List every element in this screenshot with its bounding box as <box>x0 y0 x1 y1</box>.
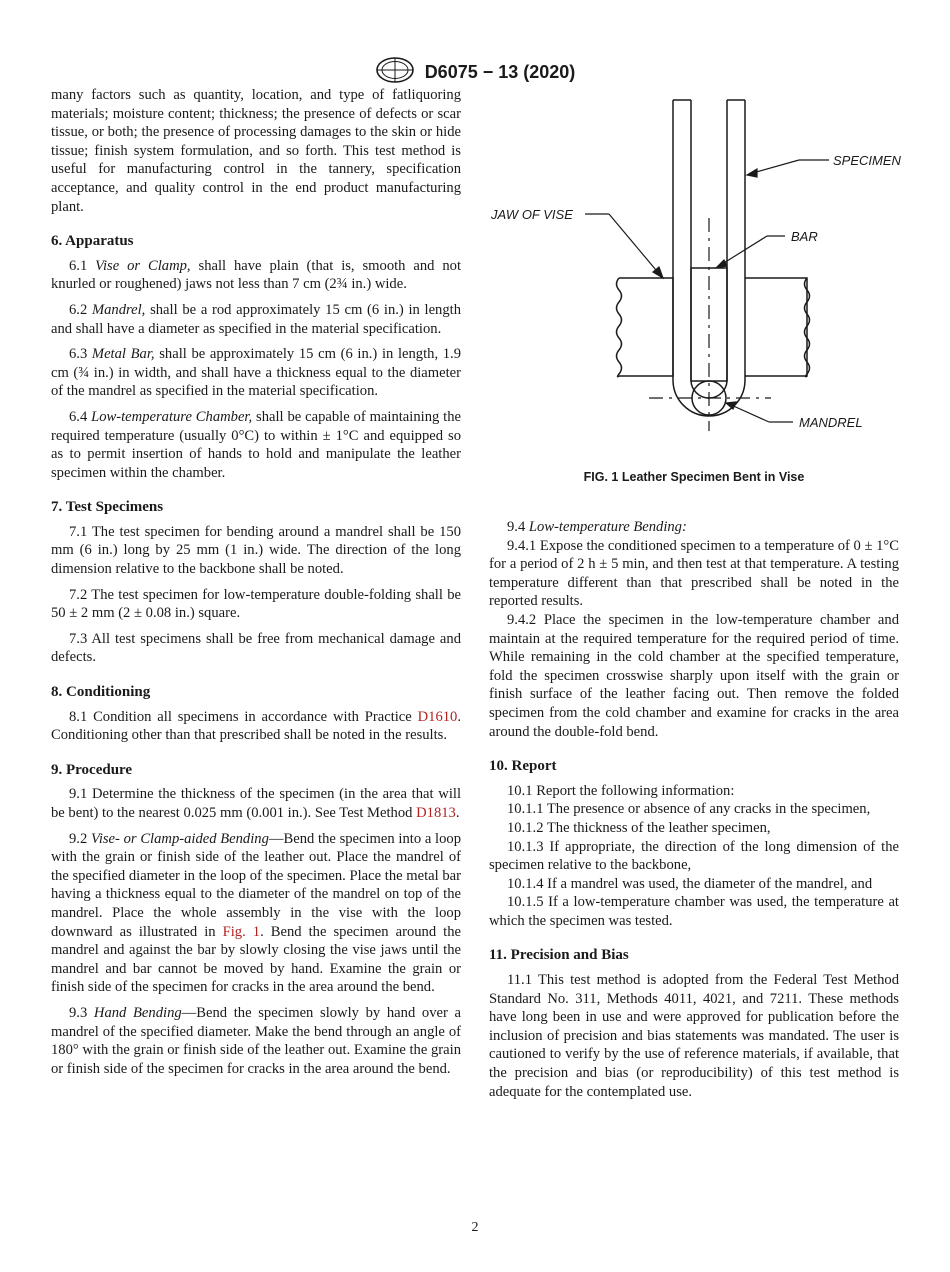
link-fig-1[interactable]: Fig. 1 <box>222 923 261 940</box>
paragraph-10-1-3: 10.1.3 If appropriate, the direction of the long dimension of the specimen relative to the backbone, <box>489 838 899 874</box>
section-11-heading: 11. Precision and Bias <box>489 947 629 964</box>
page-number: 2 <box>471 1220 479 1235</box>
label-mandrel: MANDREL <box>799 415 863 430</box>
paragraph-6-3: 6.3 Metal Bar, shall be approximately 15 cm (6 in.) in length, 1.9 cm (¾ in.) in width, and shall have a thickness equal to the diameter of the mandrel as specified in the material specification. <box>51 346 461 400</box>
vise-jaw-right <box>745 278 807 376</box>
figure-1 <box>489 86 899 518</box>
paragraph-9-4-1: 9.4.1 Expose the conditioned specimen to a temperature of 0 ± 1°C for a period of 2 h ± 5 min, and then test at that temperature. A testing temperature different than that prescribed shall be noted in the reported results. <box>489 537 899 610</box>
label-bar: BAR <box>791 229 818 244</box>
right-column <box>489 86 899 1108</box>
figure-caption: FIG. 1 Leather Specimen Bent in Vise <box>583 470 805 484</box>
paragraph-10-1: 10.1 Report the following information: <box>507 782 735 799</box>
paragraph-7-1: 7.1 The test specimen for bending around a mandrel shall be 150 mm (6 in.) long by 25 mm (1 in.) wide. The direction of the long dimension relative to the backbone shall be noted. <box>51 523 461 578</box>
section-9-heading: 9. Procedure <box>51 761 133 778</box>
section-6-heading: 6. Apparatus <box>51 233 134 250</box>
paragraph-10-1-5: 10.1.5 If a low-temperature chamber was used, the temperature at which the specimen was tested. <box>489 894 899 929</box>
paragraph-6-2: 6.2 Mandrel, shall be a rod approximately 15 cm (6 in.) in length and shall have a diameter as specified in the material specification. <box>51 301 461 337</box>
label-specimen: SPECIMEN <box>833 153 901 168</box>
paragraph-9-2: 9.2 Vise- or Clamp-aided Bending—Bend the specimen into a loop with the grain or finish side of the leather out. Place the mandrel of the specified diameter in the loop of the specimen. Place the metal bar having a thickness equal to the diameter of the mandrel on top of the mandrel. Place the whole assembly in the vise with the loop downward as illustrated in Fig. 1. Bend the specimen around the mandrel and against the bar by slowly closing the vise jaws until the mandrel and bar cannot be moved by hand. Examine the grain or finish side of the specimen for cracks in the area around the bend. <box>51 830 461 996</box>
section-10-heading: 10. Report <box>489 758 557 775</box>
label-jaw-of-vise: JAW OF VISE <box>491 207 573 222</box>
paragraph-6-1: 6.1 Vise or Clamp, shall have plain (that is, smooth and not knurled or roughened) jaws not less than 7 cm (2¾ in.) wide. <box>51 257 462 293</box>
astm-logo-icon <box>375 56 415 84</box>
paragraph-7-3: 7.3 All test specimens shall be free from mechanical damage and defects. <box>51 630 461 666</box>
page-header <box>0 56 950 89</box>
astm-logo <box>375 56 415 89</box>
link-d1813[interactable]: D1813 <box>416 805 456 821</box>
link-d1610[interactable]: D1610 <box>417 708 458 725</box>
paragraph-9-4: 9.4 Low-temperature Bending: <box>507 519 687 535</box>
vise-diagram <box>489 86 909 466</box>
paragraph-8-1: 8.1 Condition all specimens in accordance with Practice D1610. Conditioning other than that prescribed shall be noted in the results. <box>51 708 461 744</box>
section-7-heading: 7. Test Specimens <box>51 499 164 516</box>
paragraph-11-1: 11.1 This test method is adopted from the Federal Test Method Standard No. 311, Methods 4011, 4021, and 7211. These methods have long been in use and were approved for publication before the inclusion of precision and bias statements was mandated. The user is cautioned to verify by the use of reference materials, if available, that the precision and bias (or reproducibility) of this test method is adequate for the contemplated use. <box>489 972 899 1100</box>
paragraph-9-1: 9.1 Determine the thickness of the specimen (in the area that will be bent) to the nearest 0.025 mm (0.001 in.). See Test Method D1813. <box>51 786 461 821</box>
paragraph-6-4: 6.4 Low-temperature Chamber, shall be capable of maintaining the required temperature (usually 0°C) to within ± 1°C and equipped so as to permit insertion of hands to hold and manipulate the leather specimen within the chamber. <box>51 408 461 481</box>
left-column <box>51 86 461 1085</box>
paragraph-9-4-2: 9.4.2 Place the specimen in the low-temperature chamber and maintain at the required temperature for the required period of time. While remaining in the cold chamber at the specified temperature, fold the specimen crosswise sharply upon itself with the grain or finish surface of the leather facing out. Then remove the folded specimen from the cold chamber and examine for cracks in the area around the double-fold bend. <box>489 611 899 740</box>
section-8-heading: 8. Conditioning <box>51 684 151 701</box>
paragraph-9-3: 9.3 Hand Bending—Bend the specimen slowly by hand over a mandrel of the specified diameter. Make the bend through an angle of 180° with the grain or finish side of the leather out. Examine the grain or finish side of the specimen for cracks in the area around the bend. <box>51 1004 461 1077</box>
intro-paragraph: many factors such as quantity, location, and type of fatliquoring materials; moisture content; thickness; the presence of defects or scar tissue, or both; the presence of processing damages to the skin or hide tissue; finish system formulation, and so forth. This test method is useful for manufacturing control in the tannery, specification acceptance, and quality control in the end product manufacturing plant. <box>51 87 461 215</box>
vise-jaw-left <box>619 278 673 376</box>
document-designation: D6075 − 13 (2020) <box>424 62 576 82</box>
paragraph-10-1-4: 10.1.4 If a mandrel was used, the diameter of the mandrel, and <box>507 875 873 892</box>
paragraph-7-2: 7.2 The test specimen for low-temperature double-folding shall be 50 ± 2 mm (2 ± 0.08 in.) square. <box>51 586 461 622</box>
paragraph-10-1-2: 10.1.2 The thickness of the leather specimen, <box>507 819 771 836</box>
paragraph-10-1-1: 10.1.1 The presence or absence of any cracks in the specimen, <box>507 801 871 818</box>
